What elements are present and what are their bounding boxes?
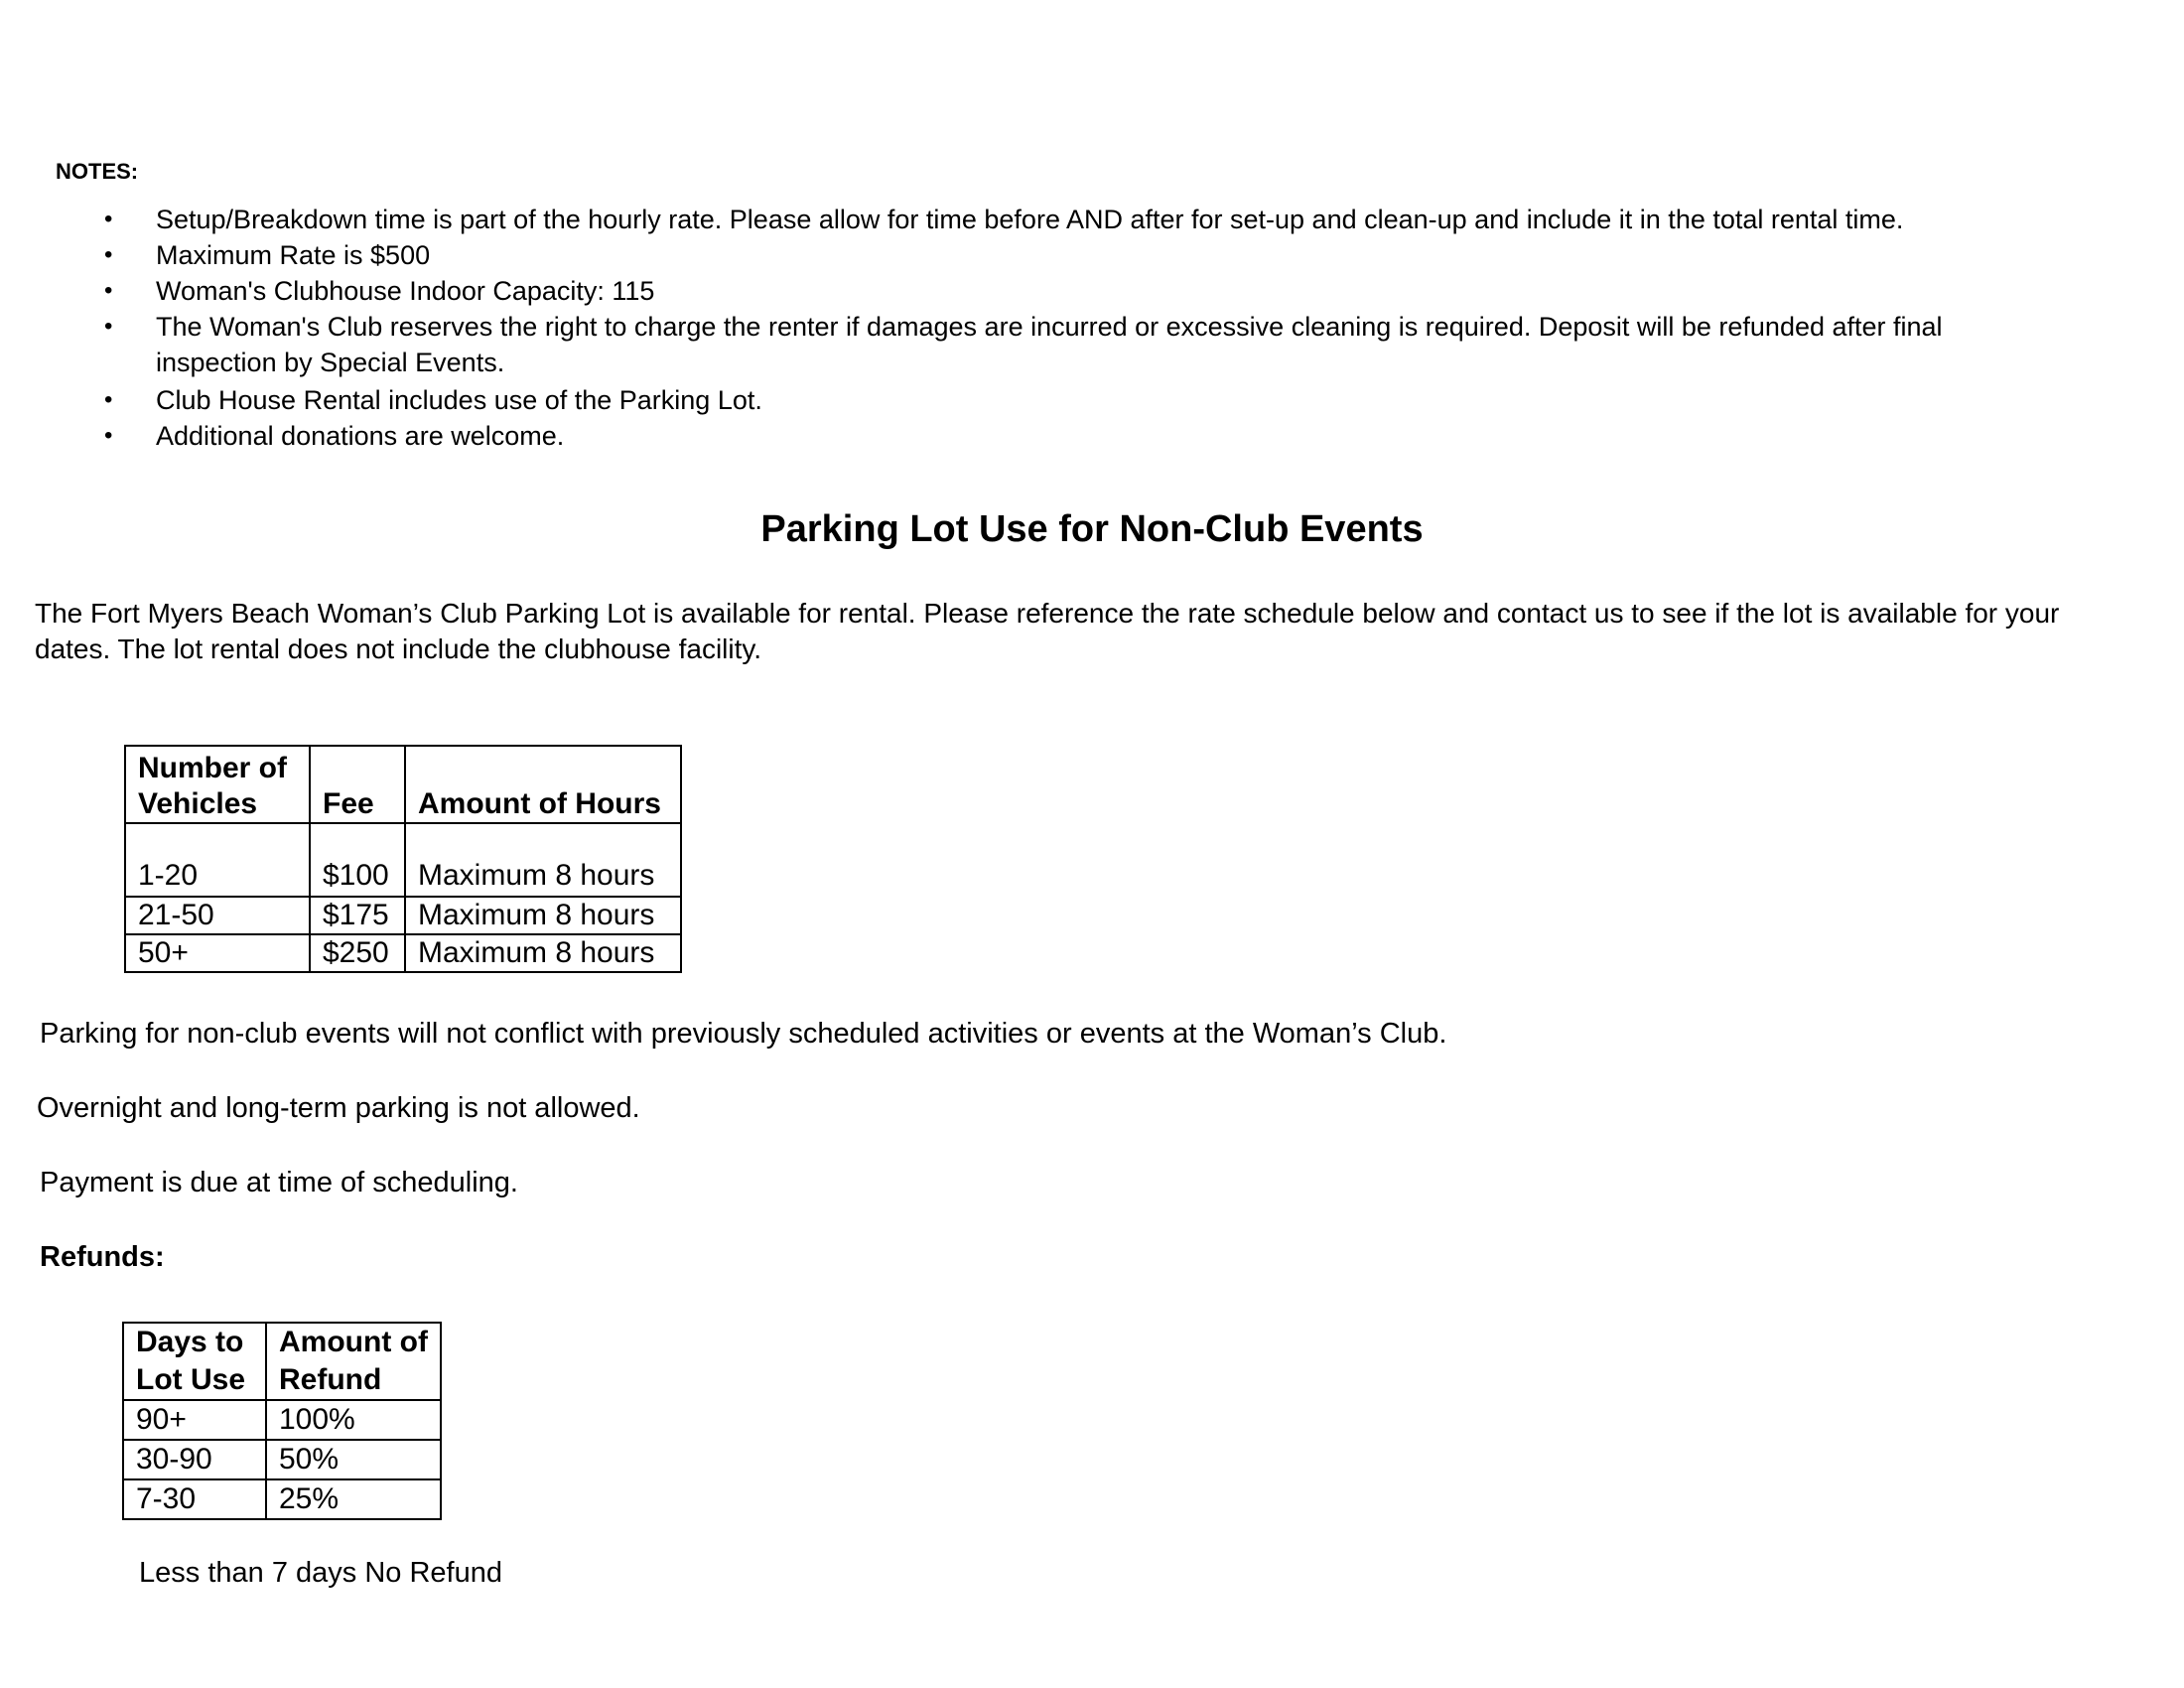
amount-cell: 25%: [266, 1479, 441, 1519]
table-row: [125, 823, 681, 897]
note-item: • Club House Rental includes use of the Parking Lot.: [0, 382, 1992, 418]
fee-cell: $175: [310, 897, 405, 934]
header-amount: Amount of Refund: [266, 1323, 441, 1400]
notes-label: NOTES:: [56, 159, 139, 184]
table-row: [123, 1400, 441, 1440]
rates-header-row: [125, 746, 681, 823]
no-refund-note: Less than 7 days No Refund: [139, 1557, 502, 1589]
notes-list: [0, 202, 2184, 454]
table-row: [125, 934, 681, 972]
note-item: • Woman's Clubhouse Indoor Capacity: 115: [0, 273, 1992, 309]
note-item: • Additional donations are welcome.: [0, 418, 1992, 454]
amount-cell: 100%: [266, 1400, 441, 1440]
table-row: [125, 897, 681, 934]
overnight-paragraph: Overnight and long-term parking is not allowed.: [37, 1092, 640, 1124]
table-row: [123, 1479, 441, 1519]
vehicles-cell: 21-50: [125, 897, 310, 934]
conflict-paragraph: Parking for non-club events will not conflict with previously scheduled activities or events at the Woman’s Club.: [40, 1018, 1447, 1050]
vehicles-cell: 50+: [125, 934, 310, 972]
header-hours: Amount of Hours: [405, 746, 681, 823]
vehicles-cell: 1-20: [125, 823, 310, 897]
note-item: • The Woman's Club reserves the right to charge the renter if damages are incurred or excessive cleaning is required. Deposit will be refunded after final inspection by Special Events.: [0, 309, 1992, 380]
rates-table: [124, 745, 682, 973]
intro-paragraph: The Fort Myers Beach Woman’s Club Parking Lot is available for rental. Please reference the rate schedule below and contact us to see if the lot is available for your dates. The lot rental does not include the clubhouse facility.: [35, 598, 2060, 664]
days-cell: 30-90: [123, 1440, 266, 1479]
fee-cell: $100: [310, 823, 405, 897]
refunds-header-row: [123, 1323, 441, 1400]
section-title: Parking Lot Use for Non-Club Events: [760, 508, 1424, 550]
hours-cell: Maximum 8 hours: [405, 823, 681, 897]
days-cell: 7-30: [123, 1479, 266, 1519]
days-cell: 90+: [123, 1400, 266, 1440]
note-item: • Setup/Breakdown time is part of the hourly rate. Please allow for time before AND after for set-up and clean-up and include it in the total rental time.: [0, 202, 1992, 237]
amount-cell: 50%: [266, 1440, 441, 1479]
hours-cell: Maximum 8 hours: [405, 934, 681, 972]
payment-paragraph: Payment is due at time of scheduling.: [40, 1167, 518, 1198]
fee-cell: $250: [310, 934, 405, 972]
header-vehicles: Number of Vehicles: [125, 746, 310, 823]
header-fee: Fee: [310, 746, 405, 823]
refunds-label: Refunds:: [40, 1241, 165, 1273]
hours-cell: Maximum 8 hours: [405, 897, 681, 934]
table-row: [123, 1440, 441, 1479]
header-days: Days to Lot Use: [123, 1323, 266, 1400]
note-item: • Maximum Rate is $500: [0, 237, 1992, 273]
refunds-table: [122, 1322, 442, 1520]
